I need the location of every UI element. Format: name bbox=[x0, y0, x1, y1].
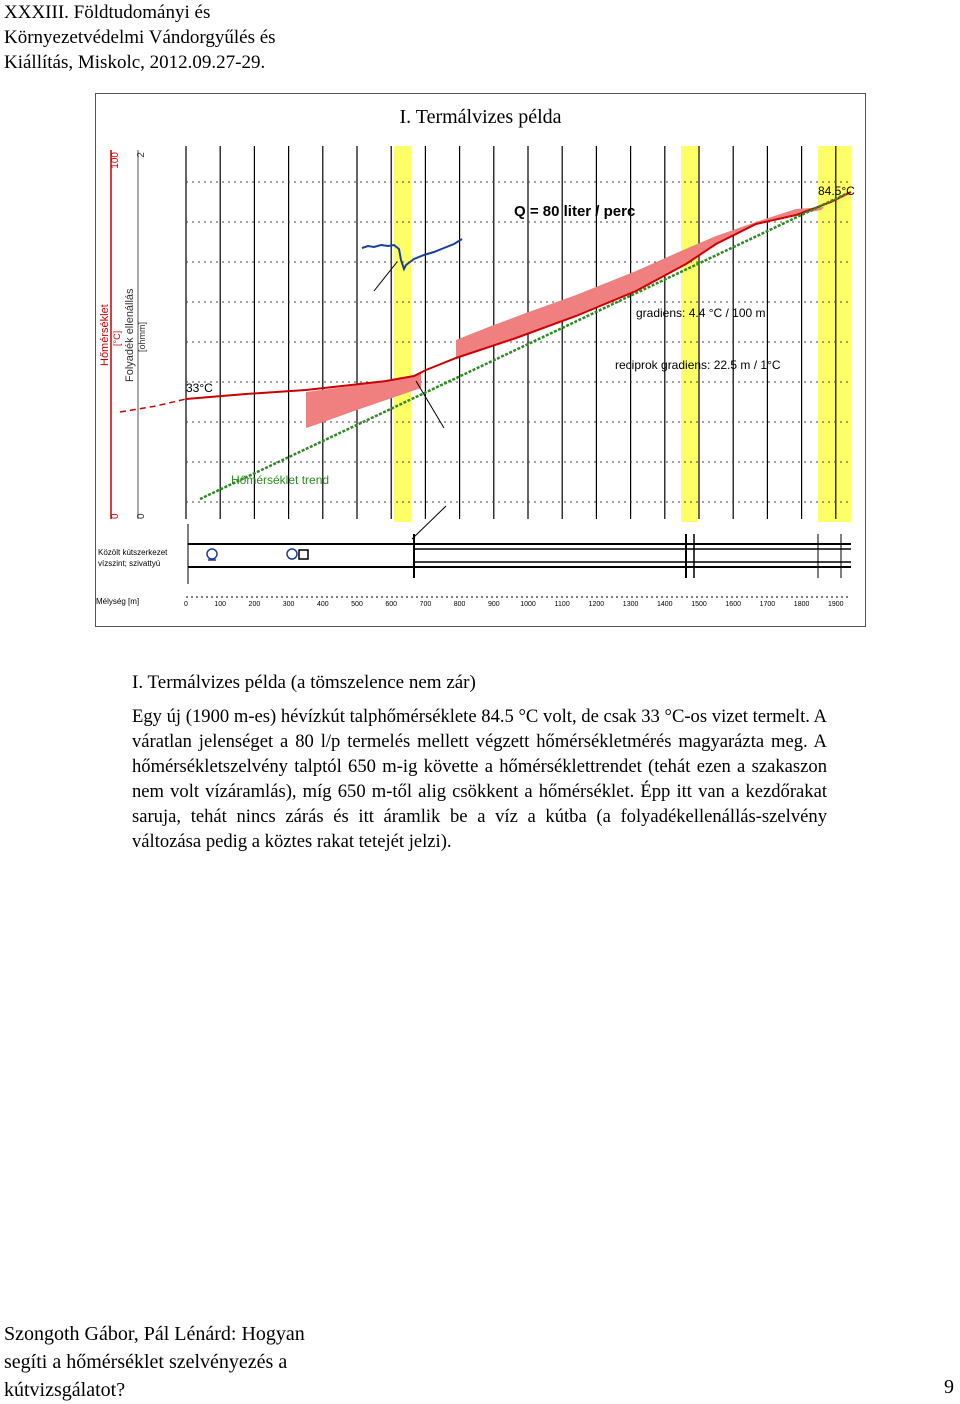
section-subtitle: I. Termálvizes példa (a tömszelence nem zár) bbox=[132, 672, 476, 693]
depth-tick-label: 1400 bbox=[657, 601, 673, 608]
depth-tick-label: 900 bbox=[487, 601, 500, 608]
footer-citation bbox=[4, 1320, 305, 1404]
flow-rate-label: Q = 80 liter / perc bbox=[514, 203, 636, 220]
bottom-temp-label: 84.5°C bbox=[818, 184, 855, 198]
resistivity-curve bbox=[362, 239, 462, 269]
res-axis-title: Folyadék ellenállás bbox=[124, 288, 136, 382]
depth-tick-label: 1300 bbox=[622, 601, 639, 608]
highlight-band-3 bbox=[818, 146, 851, 522]
temperature-curve-dashed bbox=[120, 399, 186, 412]
depth-tick-label: 0 bbox=[184, 601, 188, 608]
depth-tick-label: 200 bbox=[248, 601, 261, 608]
pointer-line-3 bbox=[412, 506, 446, 539]
footer-line-3: kútvizsgálatot? bbox=[4, 1379, 126, 1401]
temperature-trend-line bbox=[200, 193, 848, 499]
temp-anomaly-fill-2 bbox=[456, 207, 824, 358]
highlight-band-2 bbox=[681, 146, 698, 522]
depth-tick-label: 1500 bbox=[691, 601, 707, 608]
pointer-line-2 bbox=[416, 381, 444, 428]
depth-tick-label: 800 bbox=[453, 601, 466, 608]
depth-tick-label: 1600 bbox=[725, 601, 741, 608]
header-line-3: Kiállítás, Miskolc, 2012.09.27-29. bbox=[4, 52, 266, 73]
depth-tick-label: 1100 bbox=[554, 601, 570, 608]
figure-title: I. Termálvizes példa bbox=[399, 106, 562, 128]
depth-axis bbox=[184, 597, 851, 608]
well-structure-label-1: Közölt kútszerkezet bbox=[98, 548, 168, 557]
trend-label: Hőmérséklet trend bbox=[231, 473, 330, 487]
depth-tick-label: 1900 bbox=[828, 601, 844, 608]
conference-header bbox=[4, 0, 276, 75]
res-axis-unit: [ohmm] bbox=[137, 321, 147, 352]
depth-tick-label: 500 bbox=[351, 601, 363, 608]
depth-tick-label: 300 bbox=[282, 601, 295, 608]
body-paragraph: Egy új (1900 m-es) hévízkút talphőmérséklete 84.5 °C volt, de csak 33 °C-os vizet termelt. A váratlan jelenséget a 80 l/p termelés mellett végzett hőmérsékletmérés magyarázta meg. A hőmérsékletszelvény talptól 650 m-ig követte a hőmérséklettrendet (tehát ezen a szakaszon nem volt vízáramlás), míg 650 m-től alig csökkent a hőmérséklet. Épp itt van a kezdőrakat saruja, tehát nincs zárás és itt áramlik be a víz a kútba (a folyadékellenállás-szelvény változása pedig a köztes rakat tetejét jelzi). bbox=[132, 706, 827, 852]
depth-tick-label: 400 bbox=[316, 601, 329, 608]
temp-axis-title: Hőmérséklet bbox=[99, 304, 111, 366]
top-temp-label: 33°C bbox=[186, 381, 213, 395]
well-structure-label-2: vízszint; szivattyú bbox=[98, 559, 161, 568]
temp-bottom-label: 0 bbox=[110, 513, 121, 519]
water-level-icon bbox=[207, 549, 217, 560]
pointer-line-1 bbox=[374, 262, 397, 291]
well-log-figure bbox=[95, 93, 866, 627]
depth-tick-label: 1200 bbox=[588, 601, 605, 608]
gradient-label: gradiens: 4.4 °C / 100 m bbox=[636, 306, 766, 320]
well-log-svg bbox=[96, 94, 867, 628]
depth-axis-title: Mélység [m] bbox=[96, 597, 140, 606]
reciprocal-gradient-label: reciprok gradiens: 22.5 m / 1°C bbox=[615, 358, 781, 372]
header-line-2: Környezetvédelmi Vándorgyűlés és bbox=[4, 27, 276, 48]
res-bottom-label: 0 bbox=[136, 513, 147, 519]
highlight-band-1 bbox=[394, 146, 411, 522]
depth-tick-label: 600 bbox=[385, 601, 398, 608]
depth-tick-label: 1800 bbox=[793, 601, 810, 608]
res-top-label: 2 bbox=[136, 152, 147, 158]
pump-icon bbox=[287, 549, 308, 559]
depth-tick-label: 700 bbox=[419, 601, 432, 608]
depth-tick-label: 1700 bbox=[759, 601, 776, 608]
depth-tick-label: 100 bbox=[214, 601, 227, 608]
footer-line-1: Szongoth Gábor, Pál Lénárd: Hogyan bbox=[4, 1323, 305, 1345]
temp-top-label: 100 bbox=[110, 152, 121, 169]
page-number: 9 bbox=[944, 1376, 954, 1398]
header-line-1: XXXIII. Földtudományi és bbox=[4, 2, 211, 23]
footer-line-2: segíti a hőmérséklet szelvényezés a bbox=[4, 1351, 288, 1373]
depth-tick-label: 1000 bbox=[520, 601, 536, 608]
temp-axis-unit: [°C] bbox=[112, 330, 122, 346]
